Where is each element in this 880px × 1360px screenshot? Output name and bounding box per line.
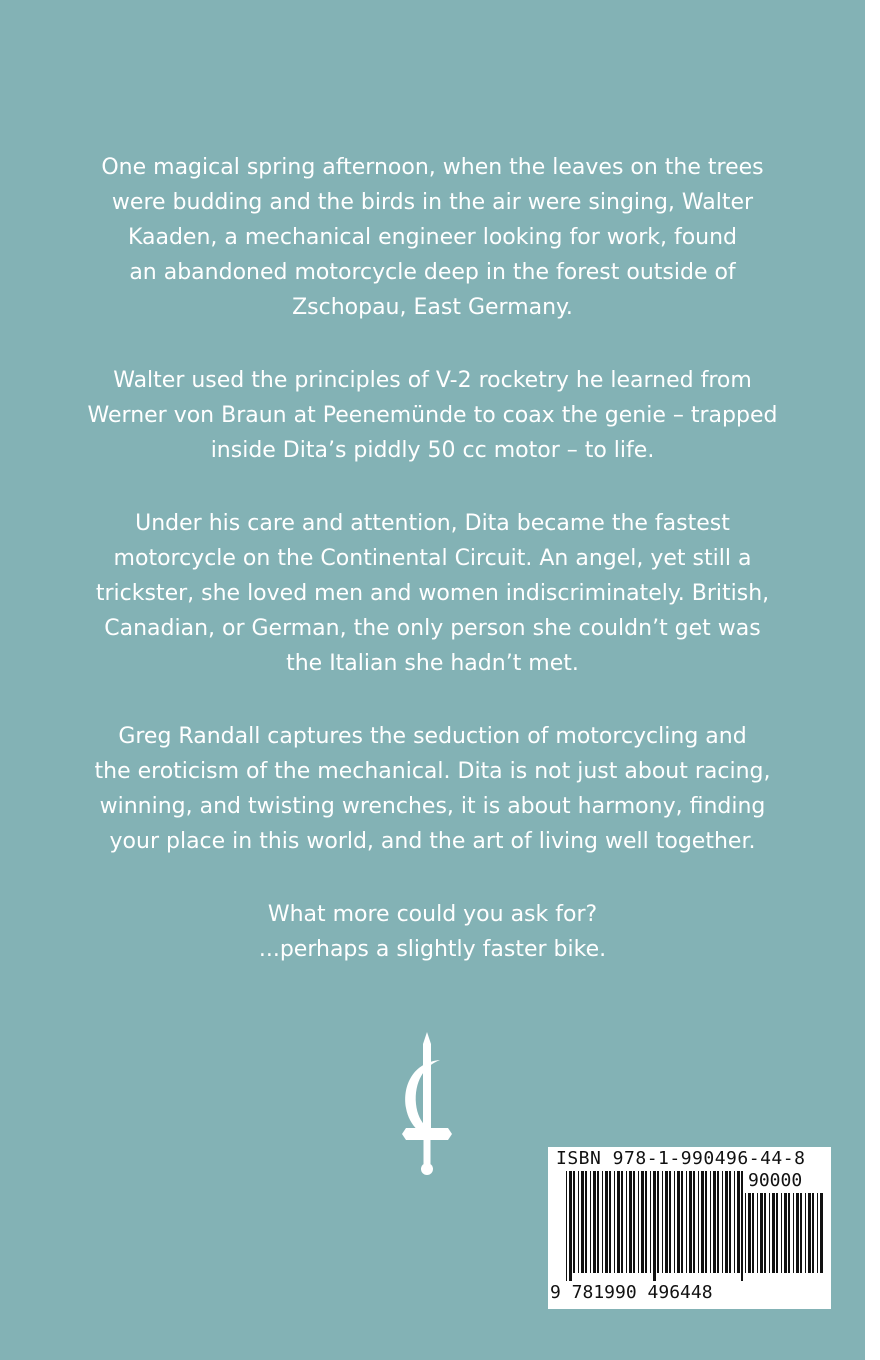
barcode-bar	[566, 1171, 567, 1281]
barcode-bar	[781, 1193, 782, 1273]
blurb-line: Walter used the principles of V-2 rocketry he learned from	[113, 368, 752, 393]
barcode-bar	[784, 1193, 787, 1273]
blurb-paragraph-2	[40, 363, 825, 468]
blurb-line: winning, and twisting wrenches, it is about harmony, finding	[99, 794, 766, 819]
barcode-bar	[689, 1171, 692, 1273]
barcode-bar	[776, 1193, 778, 1273]
barcode-bar	[760, 1193, 763, 1273]
barcode-bar	[741, 1171, 743, 1281]
blurb-paragraph-1	[40, 150, 825, 325]
barcode-bar	[748, 1193, 751, 1273]
barcode-bar	[764, 1193, 766, 1273]
barcode-bar	[701, 1171, 704, 1273]
barcode-bar	[681, 1171, 683, 1273]
barcode-bar	[617, 1171, 620, 1273]
barcode-bar	[812, 1193, 814, 1273]
blurb-line: Zschopau, East Germany.	[292, 295, 573, 320]
barcode-bar	[772, 1193, 775, 1273]
barcode-bar	[745, 1193, 746, 1273]
barcode-bar	[796, 1193, 799, 1273]
barcode-bar	[590, 1171, 591, 1273]
barcode-bar	[621, 1171, 623, 1273]
isbn-label: ISBN 978-1-990496-44-8	[556, 1148, 806, 1169]
barcode-bar	[817, 1193, 818, 1273]
blurb-line: Greg Randall captures the seduction of motorcycling and	[118, 724, 747, 749]
barcode-bar	[710, 1171, 711, 1273]
blurb-line: an abandoned motorcycle deep in the forest outside of	[129, 260, 736, 285]
barcode-bar	[713, 1171, 716, 1273]
barcode-bar	[602, 1171, 603, 1273]
barcode-bar	[722, 1171, 723, 1273]
price-addon-bars	[745, 1193, 825, 1281]
blurb-line: motorcycle on the Continental Circuit. An angel, yet still a	[113, 546, 752, 571]
barcode-bar	[793, 1193, 794, 1273]
barcode-bar	[737, 1171, 740, 1273]
blurb-line: were budding and the birds in the air were singing, Walter	[111, 190, 754, 215]
barcode-bar	[569, 1171, 572, 1281]
barcode-bar	[693, 1171, 695, 1273]
barcode-bar	[752, 1193, 754, 1273]
barcode-bar	[757, 1193, 758, 1273]
blurb-line: inside Dita’s piddly 50 cc motor – to life.	[210, 438, 655, 463]
blurb-line: Kaaden, a mechanical engineer looking for work, found	[127, 225, 738, 250]
barcode-bar	[578, 1171, 579, 1273]
barcode-bar	[581, 1171, 584, 1273]
barcode-bar	[669, 1171, 671, 1273]
ean-barcode-bars	[566, 1171, 744, 1281]
barcode-bar	[614, 1171, 615, 1273]
barcode-bar	[605, 1171, 608, 1273]
blurb-line: Werner von Braun at Peenemünde to coax the genie – trapped	[87, 403, 778, 428]
barcode-bar	[717, 1171, 719, 1273]
barcode-bar	[650, 1171, 651, 1273]
barcode-bar	[705, 1171, 707, 1273]
barcode-bar	[800, 1193, 802, 1273]
blurb-line: ...perhaps a slightly faster bike.	[258, 937, 607, 962]
barcode-bar	[808, 1193, 811, 1273]
barcode-bar	[609, 1171, 611, 1273]
barcode-bar	[645, 1171, 647, 1273]
barcode-bar	[662, 1171, 663, 1273]
barcode-bar	[686, 1171, 687, 1273]
barcode-bar	[820, 1193, 823, 1273]
ean-digits: 9 781990 496448	[550, 1282, 713, 1303]
barcode-bar	[725, 1171, 728, 1273]
blurb-line: Canadian, or German, the only person she couldn’t get was	[104, 616, 761, 641]
barcode-bar	[677, 1171, 680, 1273]
blurb-line: the Italian she hadn’t met.	[286, 651, 579, 676]
blurb-line: trickster, she loved men and women indiscriminately. British,	[95, 581, 770, 606]
sword-crescent-icon	[392, 1030, 462, 1180]
barcode-bar	[805, 1193, 806, 1273]
barcode-bar	[638, 1171, 639, 1273]
blurb-paragraph-4	[40, 719, 825, 859]
barcode-bar	[734, 1171, 735, 1273]
barcode-bar	[657, 1171, 659, 1273]
price-code: 90000	[748, 1170, 803, 1191]
blurb-line: One magical spring afternoon, when the leaves on the trees	[101, 155, 764, 180]
barcode-bar	[769, 1193, 770, 1273]
barcode-bar	[597, 1171, 599, 1273]
blurb-line: your place in this world, and the art of living well together.	[109, 829, 756, 854]
barcode-bar	[633, 1171, 635, 1273]
blurb-paragraph-3	[40, 506, 825, 681]
barcode-bar	[626, 1171, 627, 1273]
blurb-line: the eroticism of the mechanical. Dita is not just about racing,	[94, 759, 771, 784]
barcode-bar	[629, 1171, 632, 1273]
barcode-bar	[585, 1171, 587, 1273]
barcode-bar	[788, 1193, 790, 1273]
barcode-bar	[573, 1171, 575, 1273]
barcode-bar	[641, 1171, 644, 1273]
barcode-bar	[729, 1171, 731, 1273]
blurb-line: Under his care and attention, Dita became the fastest	[135, 511, 730, 536]
barcode-bar	[653, 1171, 656, 1281]
barcode-bar	[665, 1171, 668, 1273]
blurb-line: What more could you ask for?	[267, 902, 598, 927]
blurb-text	[40, 150, 825, 1005]
barcode-bar	[698, 1171, 699, 1273]
blurb-paragraph-5	[40, 897, 825, 967]
barcode-bar	[593, 1171, 596, 1273]
barcode-bar	[674, 1171, 675, 1273]
isbn-barcode	[548, 1147, 831, 1309]
